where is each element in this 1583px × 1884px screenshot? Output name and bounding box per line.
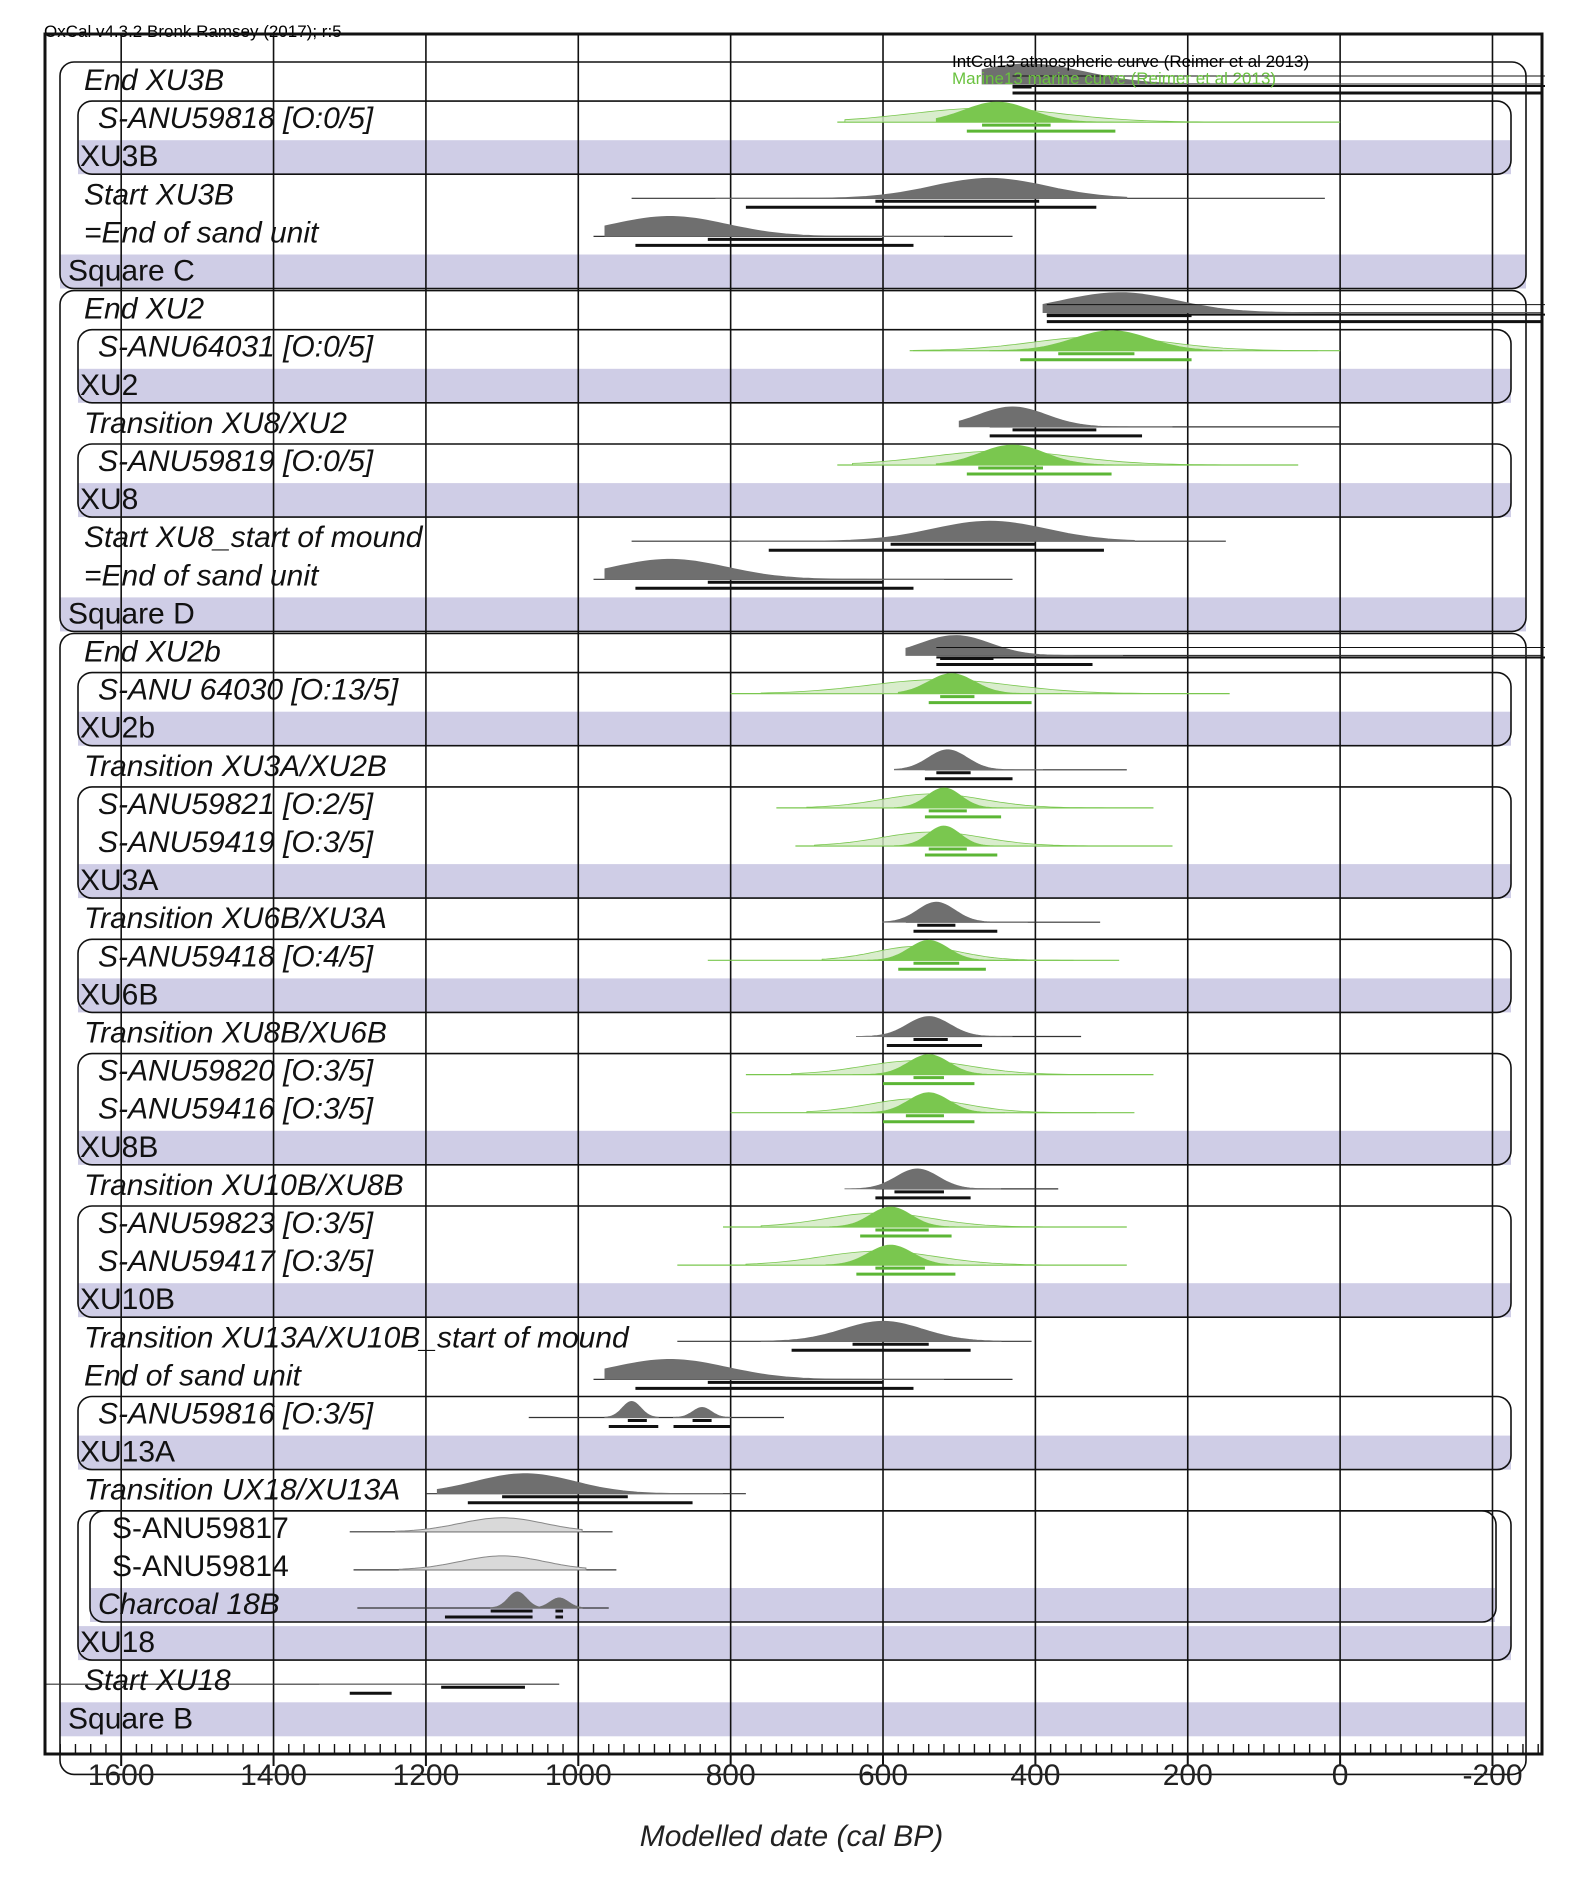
- x-tick-label: 800: [705, 1759, 756, 1792]
- row-label: Start XU8_start of mound: [84, 521, 423, 555]
- row-label: S-ANU 64030 [O:13/5]: [98, 673, 399, 707]
- row-label: =End of sand unit: [84, 216, 319, 250]
- row-label: Square B: [68, 1702, 194, 1736]
- row-label: XU3A: [80, 864, 159, 898]
- row-label: S-ANU59417 [O:3/5]: [98, 1245, 374, 1279]
- group-band: [78, 1436, 1511, 1470]
- posterior-distribution: [894, 750, 1043, 770]
- row-label: XU8: [80, 483, 139, 517]
- posterior-distribution: [674, 1408, 731, 1418]
- group-band: [78, 1131, 1511, 1165]
- posterior-distribution: [761, 1321, 1001, 1341]
- row-label: S-ANU59817: [112, 1511, 289, 1545]
- row-label: XU2: [80, 368, 139, 402]
- posterior-distribution: [883, 902, 1028, 922]
- group-band: [78, 712, 1511, 746]
- calibrated-likelihood: [399, 1556, 586, 1570]
- posterior-distribution: [715, 178, 1126, 198]
- x-tick-label: 400: [1010, 1759, 1061, 1792]
- row-label: Transition XU8/XU2: [84, 406, 347, 440]
- x-tick-label: 0: [1331, 1759, 1349, 1792]
- posterior-distribution: [605, 1359, 944, 1379]
- posterior-distribution: [437, 1474, 723, 1494]
- row-label: =End of sand unit: [84, 559, 319, 593]
- row-label: S-ANU59814: [112, 1549, 289, 1583]
- row-label: S-ANU59419 [O:3/5]: [98, 826, 374, 859]
- row-label: XU10B: [80, 1283, 176, 1317]
- row-label: Transition XU3A/XU2B: [84, 749, 387, 783]
- row-label: XU8B: [80, 1130, 159, 1164]
- x-tick-label: 1000: [544, 1759, 612, 1792]
- x-tick-label: 1600: [87, 1759, 155, 1792]
- row-label: Start XU3B: [84, 178, 235, 212]
- row-label: Transition XU6B/XU3A: [84, 902, 387, 936]
- row-label: S-ANU59418 [O:4/5]: [98, 940, 374, 974]
- group-band: [78, 1626, 1511, 1660]
- row-label: S-ANU59820 [O:3/5]: [98, 1054, 374, 1088]
- group-band: [78, 369, 1511, 403]
- row-label: S-ANU59823 [O:3/5]: [98, 1207, 374, 1240]
- row-label: S-ANU64031 [O:0/5]: [98, 330, 374, 364]
- posterior-distribution: [605, 1402, 658, 1418]
- row-label: S-ANU59818 [O:0/5]: [98, 102, 374, 136]
- group-band: [78, 140, 1511, 174]
- row-label: XU6B: [80, 978, 159, 1012]
- row-label: End XU3B: [84, 64, 225, 97]
- calibrated-likelihood: [395, 1518, 582, 1532]
- row-label: S-ANU59416 [O:3/5]: [98, 1092, 374, 1126]
- row-label: Transition UX18/XU13A: [84, 1473, 401, 1507]
- x-tick-label: 200: [1162, 1759, 1213, 1792]
- x-tick-label: 1400: [240, 1759, 307, 1792]
- group-band: [60, 1702, 1526, 1736]
- x-axis-title: Modelled date (cal BP): [639, 1820, 944, 1853]
- posterior-distribution: [845, 1169, 1001, 1189]
- row-label: Transition XU10B/XU8B: [84, 1168, 404, 1202]
- row-label: XU3B: [80, 140, 159, 174]
- x-tick-label: -200: [1462, 1759, 1523, 1792]
- group-band: [78, 483, 1511, 517]
- posterior-distribution: [1043, 293, 1542, 313]
- x-tick-label: 600: [857, 1759, 909, 1792]
- row-label: XU2b: [80, 711, 156, 745]
- row-label: End XU2: [84, 292, 205, 326]
- row-label: S-ANU59819 [O:0/5]: [98, 445, 374, 478]
- group-band: [90, 1588, 1495, 1622]
- row-label: XU18: [80, 1626, 156, 1660]
- legend-entry: IntCal13 atmospheric curve (Reimer et al 2013): [952, 52, 1310, 71]
- posterior-distribution: [605, 216, 944, 236]
- posterior-distribution: [959, 407, 1172, 427]
- row-label: End XU2b: [84, 635, 221, 669]
- x-tick-label: 1200: [392, 1759, 460, 1792]
- row-label: S-ANU59816 [O:3/5]: [98, 1397, 374, 1431]
- group-band: [78, 864, 1511, 898]
- row-label: Transition XU8B/XU6B: [84, 1016, 387, 1050]
- posterior-distribution: [605, 559, 944, 579]
- posterior-distribution: [738, 521, 1134, 541]
- oxcal-version-label: OxCal v4.3.2 Bronk Ramsey (2017); r:5: [44, 22, 342, 41]
- group-band: [60, 255, 1526, 289]
- group-band: [78, 1283, 1511, 1317]
- row-label: S-ANU59821 [O:2/5]: [98, 787, 374, 821]
- posterior-distribution: [856, 1017, 1012, 1037]
- group-band: [78, 978, 1511, 1012]
- row-label: Charcoal 18B: [98, 1588, 280, 1621]
- row-label: Start XU18: [84, 1664, 231, 1698]
- row-label: XU13A: [80, 1435, 176, 1469]
- posterior-distribution: [906, 636, 1123, 656]
- row-label: End of sand unit: [84, 1359, 301, 1393]
- row-label: Square C: [68, 254, 195, 288]
- legend-entry: Marine13 marine curve (Reimer et al 2013): [952, 69, 1277, 88]
- row-label: Square D: [68, 597, 195, 631]
- row-label: Transition XU13A/XU10B_start of mound: [84, 1321, 629, 1355]
- group-band: [60, 597, 1526, 631]
